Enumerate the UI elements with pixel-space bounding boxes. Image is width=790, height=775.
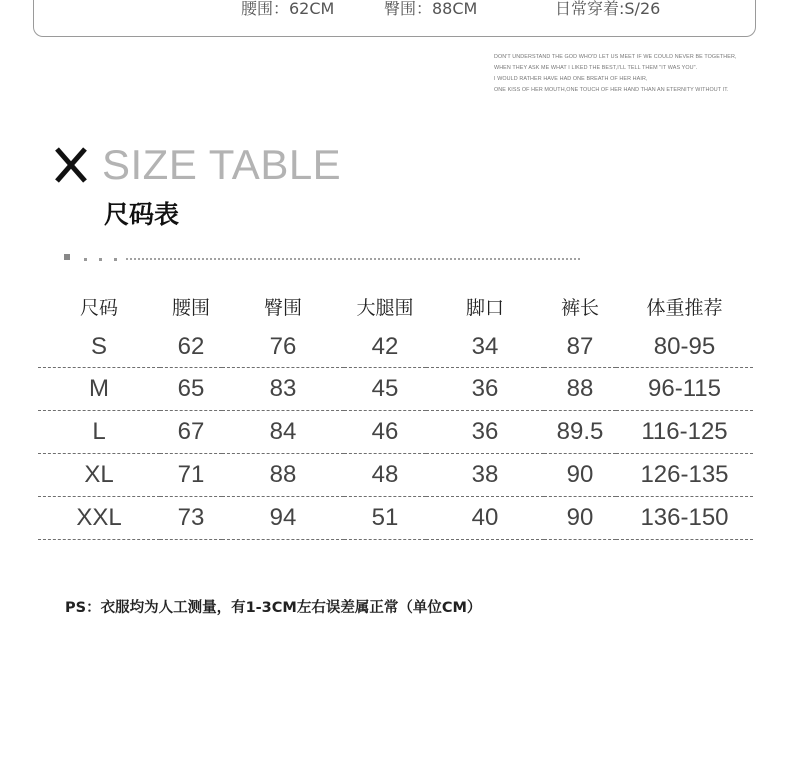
cell-hem: 38	[426, 454, 544, 497]
quote-line: DON'T UNDERSTAND THE GOD WHO'D LET US MEET IF WE COULD NEVER BE TOGETHER,	[494, 54, 737, 60]
cell-thigh: 42	[344, 327, 426, 368]
quote-text	[494, 52, 764, 96]
x-mark-icon	[54, 147, 88, 183]
cell-waist: 65	[160, 368, 222, 411]
cell-weight: 136-150	[616, 497, 753, 540]
quote-line: I WOULD RATHER HAVE HAD ONE BREATH OF HER HAIR,	[494, 76, 648, 82]
cell-size: L	[38, 411, 160, 454]
cell-hip: 88	[222, 454, 344, 497]
cell-weight: 96-115	[616, 368, 753, 411]
waist-measure: 腰围：62CM	[241, 0, 335, 18]
cell-waist: 71	[160, 454, 222, 497]
cell-hem: 36	[426, 411, 544, 454]
size-table	[38, 285, 753, 540]
table-row	[38, 497, 753, 540]
cell-weight: 80-95	[616, 327, 753, 368]
cell-hip: 94	[222, 497, 344, 540]
table-header-row	[38, 285, 753, 327]
cell-hip: 76	[222, 327, 344, 368]
section-subtitle: 尺码表	[104, 200, 180, 229]
cell-length: 88	[544, 368, 616, 411]
cell-thigh: 46	[344, 411, 426, 454]
table-row	[38, 411, 753, 454]
product-measure-card	[33, 0, 756, 37]
cell-hip: 84	[222, 411, 344, 454]
cell-thigh: 48	[344, 454, 426, 497]
divider-dot	[114, 258, 117, 261]
quote-line: WHEN THEY ASK ME WHAT I LIKED THE BEST,I'LL TELL THEM "IT WAS YOU".	[494, 65, 698, 71]
header-weight: 体重推荐	[646, 296, 723, 319]
table-row	[38, 454, 753, 497]
daily-size: 日常穿着:S/26	[555, 0, 661, 18]
cell-weight: 116-125	[616, 411, 753, 454]
cell-hem: 36	[426, 368, 544, 411]
header-length: 裤长	[560, 296, 599, 319]
cell-thigh: 51	[344, 497, 426, 540]
header-thigh: 大腿围	[356, 296, 414, 319]
cell-size: XXL	[38, 497, 160, 540]
cell-hem: 34	[426, 327, 544, 368]
cell-waist: 67	[160, 411, 222, 454]
header-hip: 臀围	[263, 296, 302, 319]
header-hem: 脚口	[465, 296, 504, 319]
divider-dot	[64, 254, 70, 260]
dotted-divider	[125, 258, 580, 260]
cell-size: S	[38, 327, 160, 368]
table-row	[38, 327, 753, 368]
cell-hem: 40	[426, 497, 544, 540]
divider-dot	[84, 258, 87, 261]
measurement-note: PS：衣服均为人工测量，有1-3CM左右误差属正常（单位CM）	[65, 600, 482, 616]
hip-measure: 臀围：88CM	[384, 0, 478, 18]
section-title: SIZE TABLE	[102, 141, 342, 188]
cell-waist: 73	[160, 497, 222, 540]
header-waist: 腰围	[171, 296, 210, 319]
header-size: 尺码	[79, 296, 118, 319]
cell-thigh: 45	[344, 368, 426, 411]
table-row	[38, 368, 753, 411]
divider-dot	[99, 258, 102, 261]
cell-size: M	[38, 368, 160, 411]
cell-length: 90	[544, 497, 616, 540]
cell-hip: 83	[222, 368, 344, 411]
cell-waist: 62	[160, 327, 222, 368]
quote-line: ONE KISS OF HER MOUTH,ONE TOUCH OF HER HAND THAN AN ETERNITY WITHOUT IT.	[494, 87, 729, 93]
cell-weight: 126-135	[616, 454, 753, 497]
cell-length: 90	[544, 454, 616, 497]
cell-length: 89.5	[544, 411, 616, 454]
cell-size: XL	[38, 454, 160, 497]
cell-length: 87	[544, 327, 616, 368]
